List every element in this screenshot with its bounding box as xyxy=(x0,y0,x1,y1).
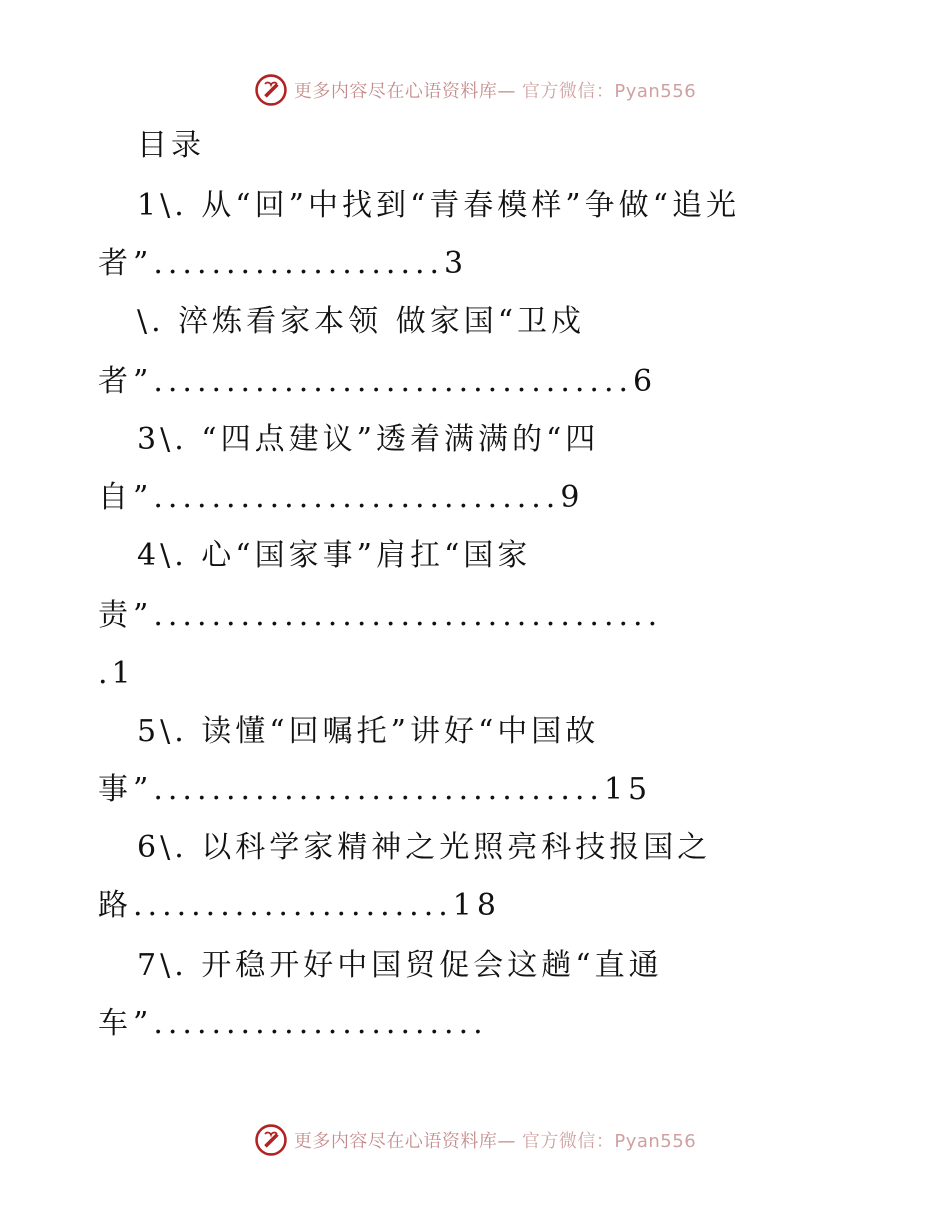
toc-line: 路......................18 xyxy=(98,888,501,923)
toc-line: 1\. 从“回”中找到“青春模样”争做“追光 xyxy=(137,188,740,223)
heart-pen-logo-icon xyxy=(254,1123,288,1157)
toc-title: 目录 xyxy=(137,128,205,163)
footer-banner xyxy=(0,1120,950,1160)
toc-line: 自”............................9 xyxy=(98,480,585,515)
toc-line: .1 xyxy=(98,656,135,691)
toc-line: 责”................................... xyxy=(98,598,663,633)
toc-line: \. 淬炼看家本领 做家国“卫戍 xyxy=(137,304,586,339)
toc-line: 车”....................... xyxy=(98,1006,488,1041)
heart-pen-logo-icon xyxy=(254,73,288,107)
toc-line: 6\. 以科学家精神之光照亮科技报国之 xyxy=(137,830,712,865)
toc-line: 3\. “四点建议”透着满满的“四 xyxy=(137,422,600,457)
toc-line: 7\. 开稳开好中国贸促会这趟“直通 xyxy=(137,948,663,983)
header-wechat-text: 官方微信：Pyan556 xyxy=(521,81,697,102)
header-banner xyxy=(0,70,950,110)
header-promo-text: 更多内容尽在心语资料库— xyxy=(293,81,516,102)
footer-promo-text: 更多内容尽在心语资料库— xyxy=(293,1131,516,1152)
toc-line: 4\. 心“国家事”肩扛“国家 xyxy=(137,538,532,573)
toc-line: 者”.................................6 xyxy=(98,364,658,399)
toc-line: 者”....................3 xyxy=(98,246,469,281)
footer-wechat-text: 官方微信：Pyan556 xyxy=(521,1131,697,1152)
toc-line: 5\. 读懂“回嘱托”讲好“中国故 xyxy=(137,714,600,749)
toc-line: 事”...............................15 xyxy=(98,772,653,807)
